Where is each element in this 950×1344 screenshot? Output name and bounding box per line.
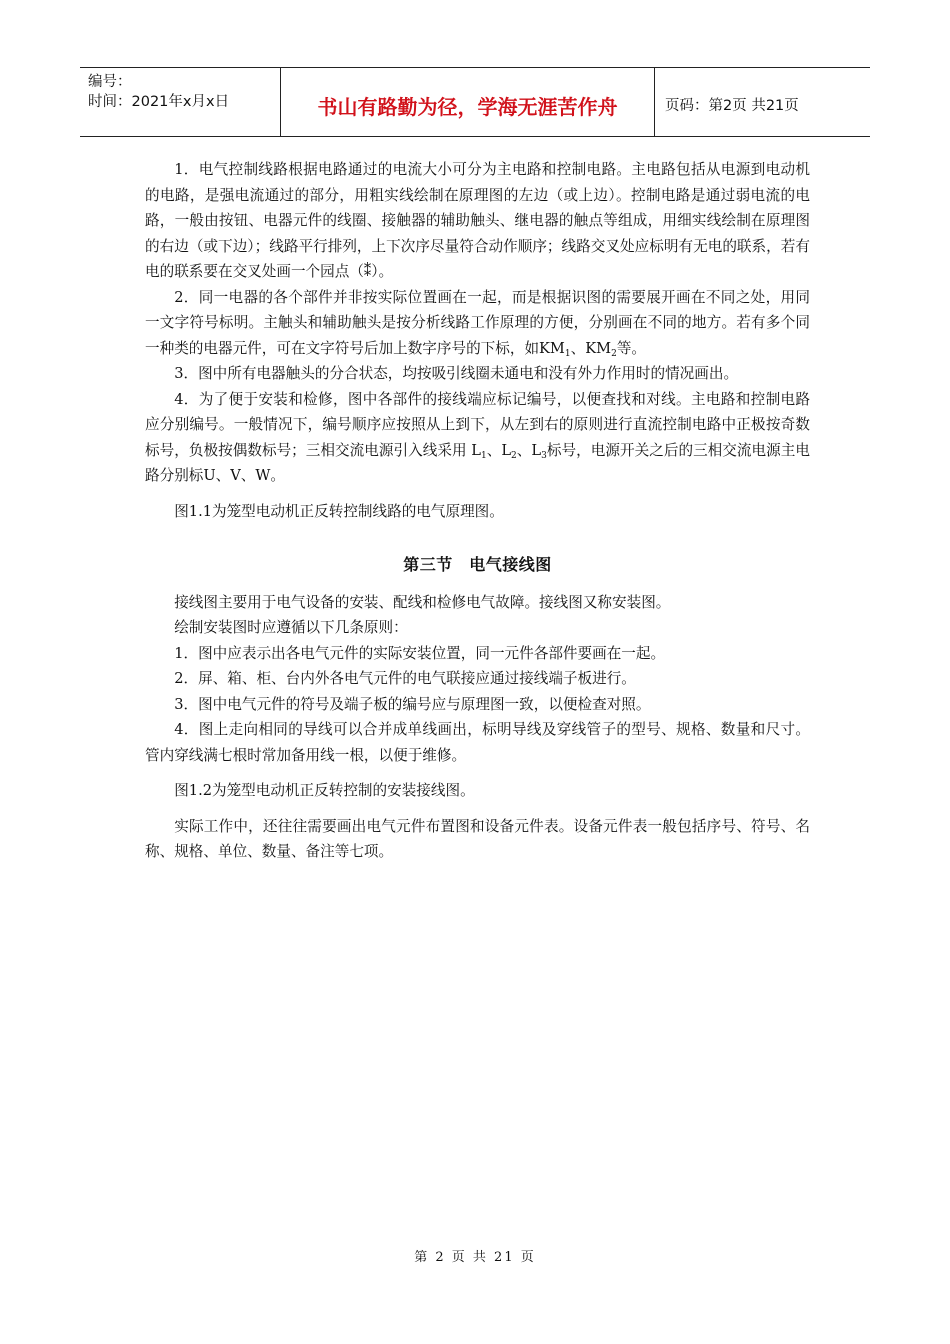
paragraph-1: 1．电气控制线路根据电路通过的电流大小可分为主电路和控制电路。主电路包括从电源到电动机的电路，是强电流通过的部分，用粗实线绘制在原理图的左边（或上边）。控制电路是通过弱电流的电路，一般由按钮、电器元件的线圈、接触器的辅助触头、继电器的触点等组成，用细实线绘制在原理图的右边（或下边）；线路平行排列，上下次序尽量符合动作顺序；线路交叉处应标明有无电的联系，若有电的联系要在交叉处画一个园点（⁑）。 (145, 161, 810, 280)
dot-symbol: ⁑ (363, 263, 372, 280)
section-rule-2: 2．屏、箱、柜、台内外各电气元件的电气联接应通过接线端子板进行。 (174, 670, 636, 687)
section-rule-1: 1．图中应表示出各电气元件的实际安装位置，同一元件各部件要画在一起。 (174, 644, 666, 662)
section-title: 第三节 电气接线图 (403, 555, 552, 574)
section-rule-4: 4．图上走向相同的导线可以合并成单线画出，标明导线及穿线管子的型号、规格、数量和尺寸。管内穿线满七根时常加备用线一根，以便于维修。 (145, 721, 810, 764)
header-meta (80, 68, 280, 136)
paragraph-3: 3．图中所有电器触头的分合状态，均按吸引线圈未通电和没有外力作用时的情况画出。 (174, 365, 739, 382)
header-motto: 书山有路勤为径，学海无涯苦作舟 (280, 68, 655, 136)
figure-1-caption: 图1.1为笼型电动机正反转控制线路的电气原理图。 (174, 502, 504, 520)
page-header (80, 67, 870, 137)
date-label: 时间：2021年x月x日 (88, 94, 230, 110)
page-footer: 第 2 页 共 21 页 (414, 1250, 536, 1265)
section-para-1: 接线图主要用于电气设备的安装、配线和检修电气故障。接线图又称安装图。 (174, 593, 671, 611)
section-para-2: 绘制安装图时应遵循以下几条原则： (174, 619, 408, 636)
figure-2-caption: 图1.2为笼型电动机正反转控制的安装接线图。 (174, 782, 475, 799)
section-rule-3: 3．图中电气元件的符号及端子板的编号应与原理图一致，以便检查对照。 (174, 695, 651, 713)
paragraph-4: 4．为了便于安装和检修，图中各部件的接线端应标记编号，以便查找和对线。主电路和控制电路应分别编号。一般情况下，编号顺序应按照从上到下，从左到右的原则进行直流控制电路中正极按奇数标号，负极按偶数标号；三相交流电源引入线采用 $L_1$、$L_2$、$L_3$标号，电源开关之后的三相交流电源主电路分别标U、V、W。 (145, 390, 810, 484)
number-label: 编号： (88, 74, 132, 90)
paragraph-2: 2．同一电器的各个部件并非按实际位置画在一起，而是根据识图的需要展开画在不同之处，用同一文字符号标明。主触头和辅助触头是按分析线路工作原理的方便，分别画在不同的地方。若有多个同一种类的电器元件，可在文字符号后加上数字序号的下标，如$KM_1$、$KM_2$等。 (145, 288, 810, 359)
header-page-info: 页码：第2页 共21页 (665, 97, 799, 114)
document-body (145, 157, 810, 865)
section-para-final: 实际工作中，还往往需要画出电气元件布置图和设备元件表。设备元件表一般包括序号、符号、名称、规格、单位、数量、备注等七项。 (145, 817, 810, 860)
